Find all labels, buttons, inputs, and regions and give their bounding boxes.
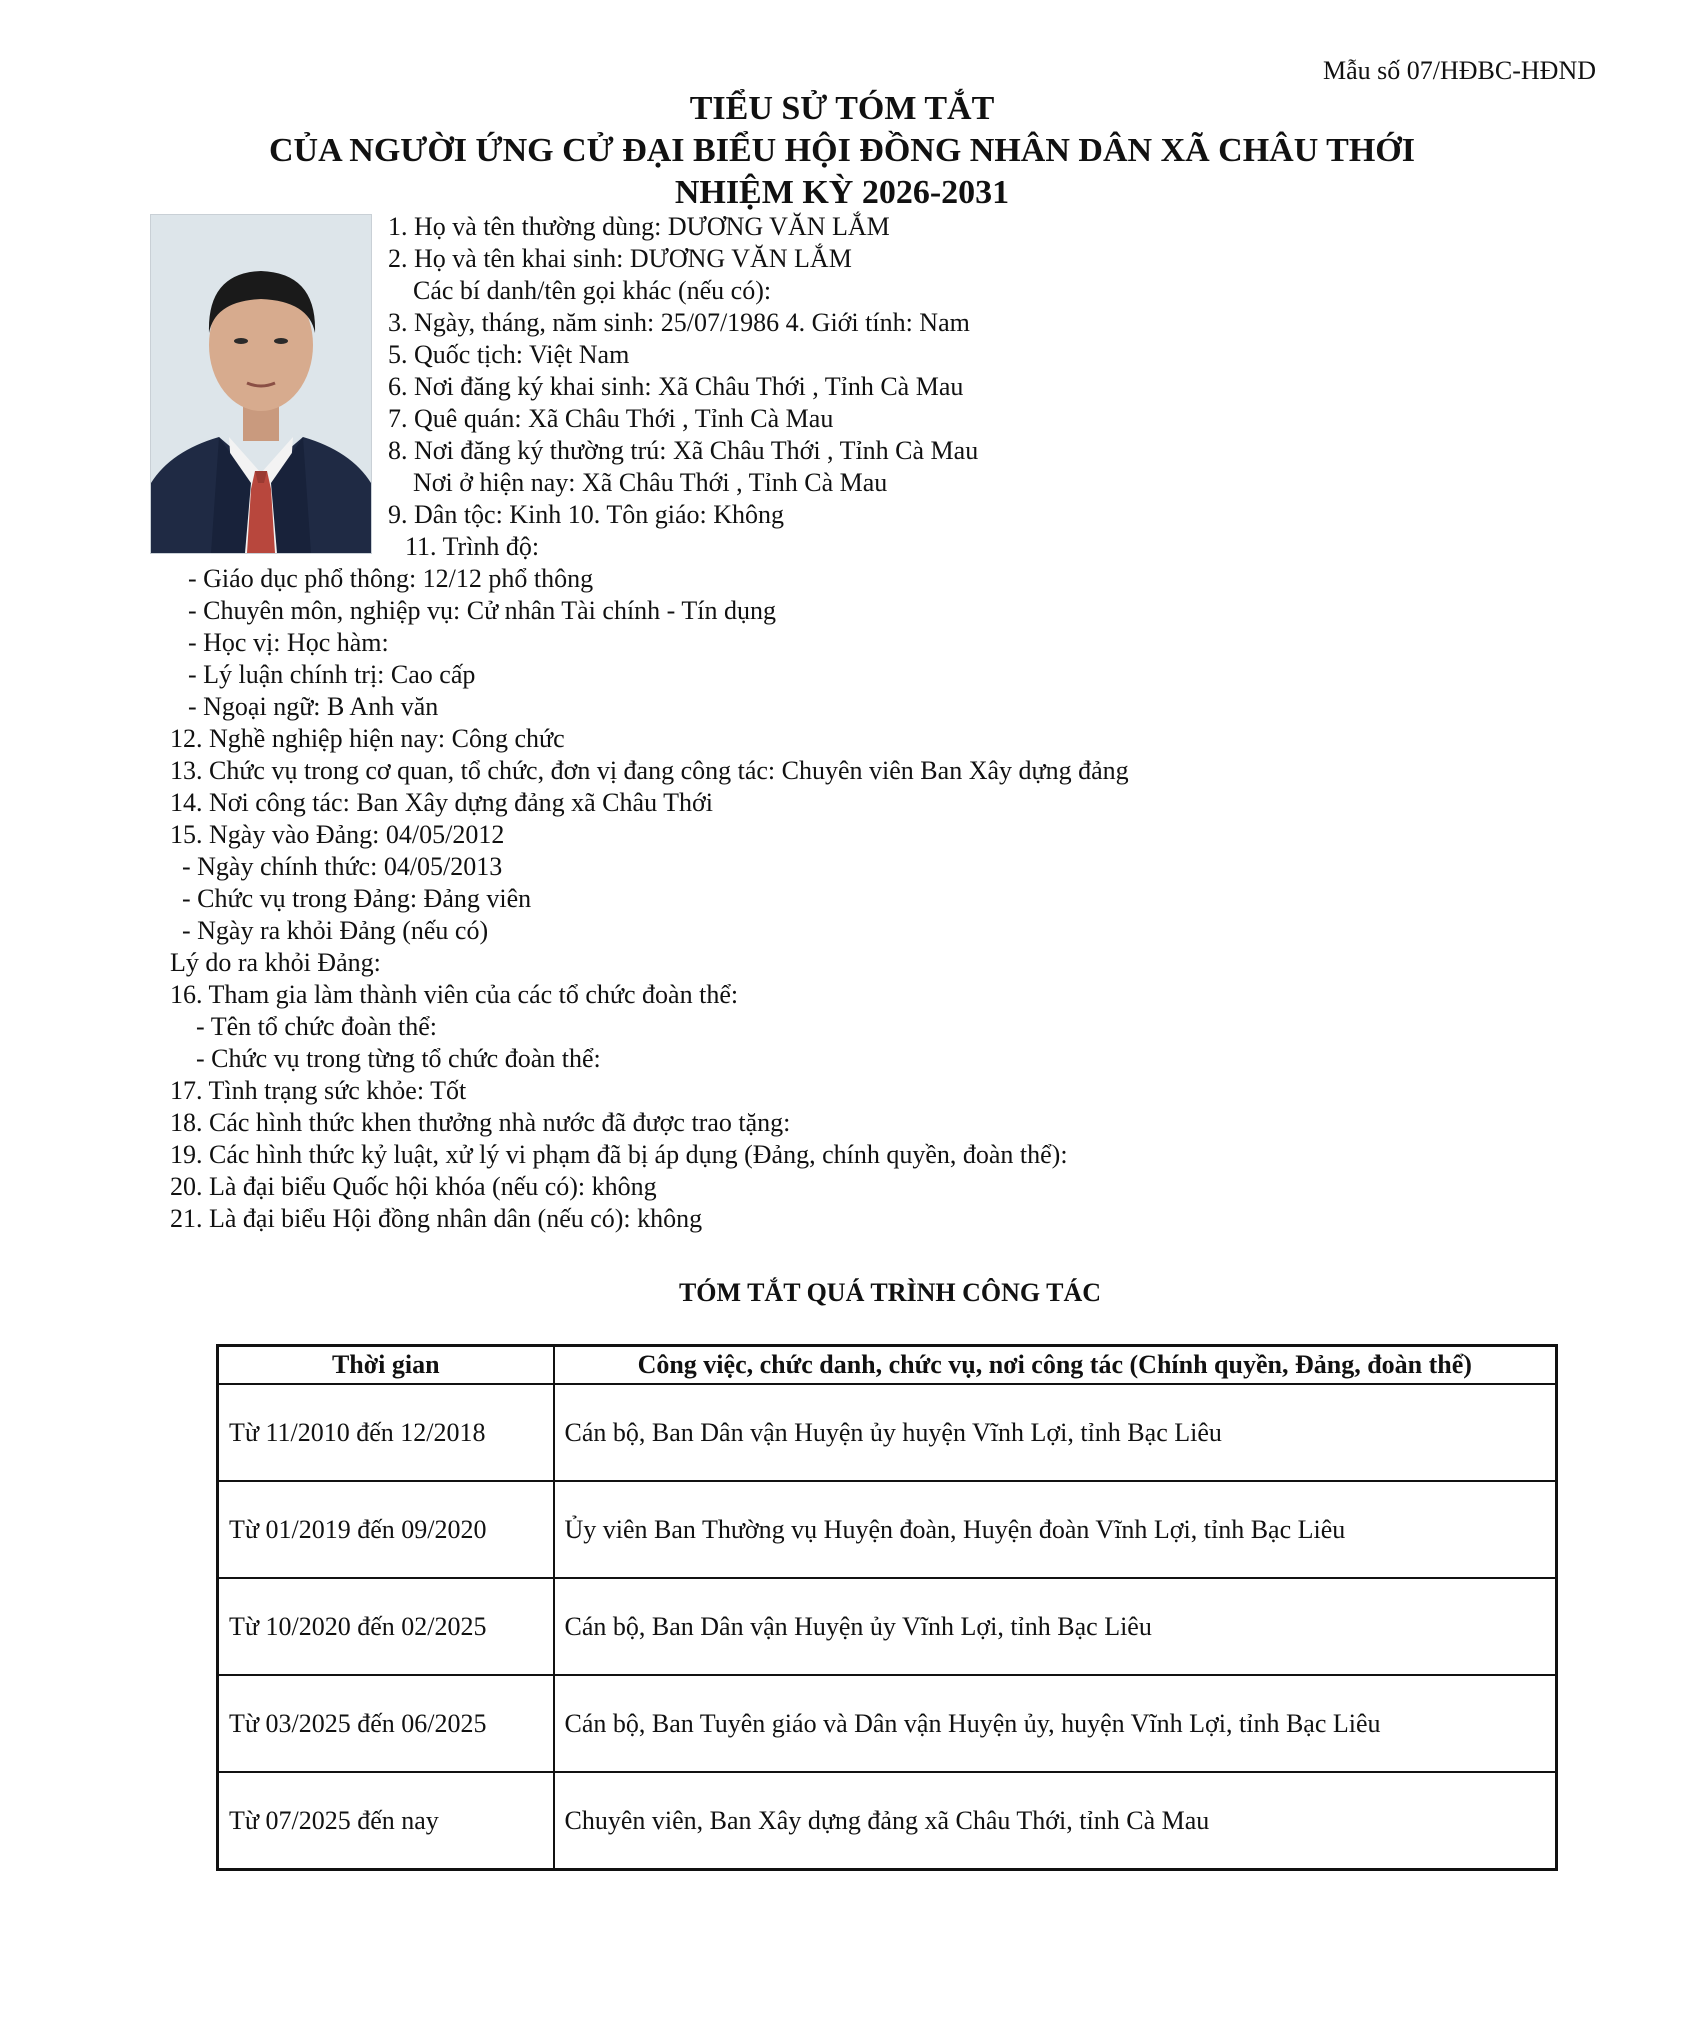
cell-time: Từ 10/2020 đến 02/2025 (218, 1578, 554, 1675)
bio-line-awards: 18. Các hình thức khen thưởng nhà nước đã được trao tặng: (170, 1108, 791, 1137)
bio-line-party-leave-reason: Lý do ra khỏi Đảng: (170, 948, 381, 977)
bio-line-organization-position: - Chức vụ trong từng tổ chức đoàn thể: (196, 1044, 601, 1073)
document-term: NHIỆM KỲ 2026-2031 (674, 174, 1010, 211)
bio-line-party-leave-date: - Ngày ra khỏi Đảng (nếu có) (182, 916, 489, 945)
cell-time: Từ 07/2025 đến nay (218, 1772, 554, 1870)
table-row (218, 1675, 1557, 1772)
form-code: Mẫu số 07/HĐBC-HĐND (1323, 56, 1596, 85)
bio-line-degree: - Học vị: Học hàm: (188, 628, 389, 657)
work-history-title: TÓM TẮT QUÁ TRÌNH CÔNG TÁC (678, 1278, 1102, 1307)
bio-line-hometown: 7. Quê quán: Xã Châu Thới , Tỉnh Cà Mau (388, 404, 834, 433)
work-history-table (216, 1344, 1558, 1871)
bio-line-permanent-residence: 8. Nơi đăng ký thường trú: Xã Châu Thới , Tỉnh Cà Mau (388, 436, 979, 465)
bio-line-ethnicity-religion: 9. Dân tộc: Kinh 10. Tôn giáo: Không (388, 500, 784, 529)
bio-line-current-residence: Nơi ở hiện nay: Xã Châu Thới , Tỉnh Cà Mau (413, 468, 888, 497)
bio-line-education-heading: 11. Trình độ: (405, 532, 540, 561)
cell-role: Ủy viên Ban Thường vụ Huyện đoàn, Huyện đoàn Vĩnh Lợi, tỉnh Bạc Liêu (554, 1481, 1557, 1578)
bio-line-party-join-date: 15. Ngày vào Đảng: 04/05/2012 (170, 820, 505, 849)
bio-line-birth-registration: 6. Nơi đăng ký khai sinh: Xã Châu Thới , Tỉnh Cà Mau (388, 372, 964, 401)
cell-role: Cán bộ, Ban Tuyên giáo và Dân vận Huyện ủy, huyện Vĩnh Lợi, tỉnh Bạc Liêu (554, 1675, 1557, 1772)
bio-line-birthdate-gender: 3. Ngày, tháng, năm sinh: 25/07/1986 4. Giới tính: Nam (388, 308, 970, 337)
table-row (218, 1578, 1557, 1675)
bio-line-foreign-language: - Ngoại ngữ: B Anh văn (188, 692, 439, 721)
document-subtitle: CỦA NGƯỜI ỨNG CỬ ĐẠI BIỂU HỘI ĐỒNG NHÂN DÂN XÃ CHÂU THỚI (269, 132, 1415, 169)
bio-line-organizations: 16. Tham gia làm thành viên của các tổ chức đoàn thể: (170, 980, 739, 1009)
table-header-row (218, 1346, 1557, 1385)
cell-role: Cán bộ, Ban Dân vận Huyện ủy Vĩnh Lợi, tỉnh Bạc Liêu (554, 1578, 1557, 1675)
bio-line-party-official-date: - Ngày chính thức: 04/05/2013 (182, 852, 503, 881)
bio-line-political-theory: - Lý luận chính trị: Cao cấp (188, 660, 476, 689)
bio-line-position: 13. Chức vụ trong cơ quan, tổ chức, đơn vị đang công tác: Chuyên viên Ban Xây dựng đảng (170, 756, 1129, 785)
bio-line-nationality: 5. Quốc tịch: Việt Nam (388, 340, 630, 369)
bio-line-organization-name: - Tên tổ chức đoàn thể: (196, 1012, 438, 1041)
bio-line-occupation: 12. Nghề nghiệp hiện nay: Công chức (170, 724, 565, 753)
table-row (218, 1384, 1557, 1481)
candidate-portrait-photo (150, 214, 372, 554)
cell-role: Cán bộ, Ban Dân vận Huyện ủy huyện Vĩnh Lợi, tỉnh Bạc Liêu (554, 1384, 1557, 1481)
bio-line-party-position: - Chức vụ trong Đảng: Đảng viên (182, 884, 532, 913)
bio-line-health: 17. Tình trạng sức khỏe: Tốt (170, 1076, 467, 1105)
column-header-role: Công việc, chức danh, chức vụ, nơi công tác (Chính quyền, Đảng, đoàn thể) (554, 1346, 1557, 1385)
cell-time: Từ 11/2010 đến 12/2018 (218, 1384, 554, 1481)
bio-line-birth-name: 2. Họ và tên khai sinh: DƯƠNG VĂN LẮM (388, 244, 852, 273)
table-row (218, 1772, 1557, 1870)
bio-line-discipline: 19. Các hình thức kỷ luật, xử lý vi phạm đã bị áp dụng (Đảng, chính quyền, đoàn thể): (170, 1140, 1068, 1169)
bio-line-national-assembly: 20. Là đại biểu Quốc hội khóa (nếu có): không (170, 1172, 657, 1201)
bio-line-common-name: 1. Họ và tên thường dùng: DƯƠNG VĂN LẮM (388, 212, 890, 241)
cell-time: Từ 03/2025 đến 06/2025 (218, 1675, 554, 1772)
cell-time: Từ 01/2019 đến 09/2020 (218, 1481, 554, 1578)
bio-line-aliases: Các bí danh/tên gọi khác (nếu có): (413, 276, 772, 305)
bio-line-general-education: - Giáo dục phổ thông: 12/12 phổ thông (188, 564, 594, 593)
document-title: TIỂU SỬ TÓM TẮT (689, 90, 995, 127)
bio-line-workplace: 14. Nơi công tác: Ban Xây dựng đảng xã Châu Thới (170, 788, 713, 817)
cell-role: Chuyên viên, Ban Xây dựng đảng xã Châu Thới, tỉnh Cà Mau (554, 1772, 1557, 1870)
column-header-time: Thời gian (218, 1346, 554, 1385)
bio-line-peoples-council: 21. Là đại biểu Hội đồng nhân dân (nếu có): không (170, 1204, 703, 1233)
table-row (218, 1481, 1557, 1578)
bio-line-specialization: - Chuyên môn, nghiệp vụ: Cử nhân Tài chính - Tín dụng (188, 596, 776, 625)
